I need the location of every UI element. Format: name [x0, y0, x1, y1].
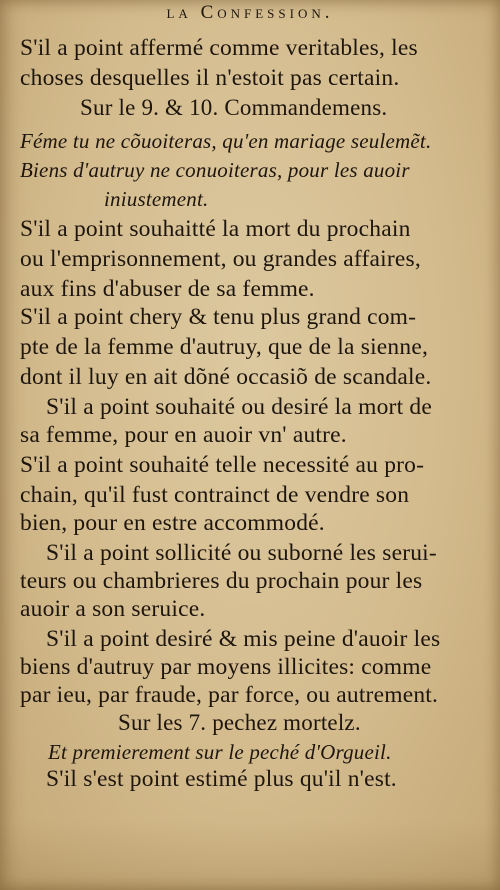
text-line: aux fins d'abuser de sa femme. [20, 276, 315, 302]
section-subheading: Et premierement sur le peché d'Orgueil. [48, 740, 392, 764]
text-line: S'il a point souhaité telle necessité au pro- [20, 452, 425, 478]
text-line: S'il a point sollicité ou suborné les serui- [46, 540, 437, 566]
text-line: biens d'autruy par moyens illicites: comme [20, 654, 432, 680]
text-line: bien, pour en estre accommodé. [20, 510, 325, 536]
verse-line: iniustement. [104, 187, 209, 211]
text-line: S'il s'est point estimé plus qu'il n'est. [46, 766, 397, 792]
text-line: par ieu, par fraude, par force, ou autrement. [20, 682, 439, 708]
text-line: auoir a son seruice. [20, 596, 206, 622]
text-line: sa femme, pour en auoir vn' autre. [20, 422, 347, 448]
verse-line: Féme tu ne cõuoiteras, qu'en mariage seulemẽt. [20, 129, 432, 153]
verse-line: Biens d'autruy ne conuoiteras, pour les auoir [20, 158, 410, 182]
section-heading: Sur le 9. & 10. Commandemens. [80, 95, 388, 120]
text-line: S'il a point souhaité ou desiré la mort de [46, 394, 432, 420]
running-header: la Confession. [166, 2, 334, 23]
text-line: teurs ou chambrieres du prochain pour les [20, 568, 423, 594]
text-line: S'il a point chery & tenu plus grand com- [20, 304, 417, 330]
text-line: pte de la femme d'autruy, que de la sienne, [20, 334, 429, 360]
text-line: S'il a point affermé comme veritables, les [20, 35, 418, 61]
section-heading: Sur les 7. pechez mortelz. [118, 710, 361, 735]
page-shadow [0, 820, 500, 890]
text-line: dont il luy en ait dõné occasiõ de scandale. [20, 364, 432, 390]
text-line: choses desquelles il n'estoit pas certain. [20, 65, 400, 91]
text-line: chain, qu'il fust contrainct de vendre son [20, 482, 410, 508]
text-line: S'il a point desiré & mis peine d'auoir les [46, 626, 441, 652]
text-line: S'il a point souhaitté la mort du prochain [20, 216, 411, 242]
text-line: ou l'emprisonnement, ou grandes affaires, [20, 246, 421, 272]
